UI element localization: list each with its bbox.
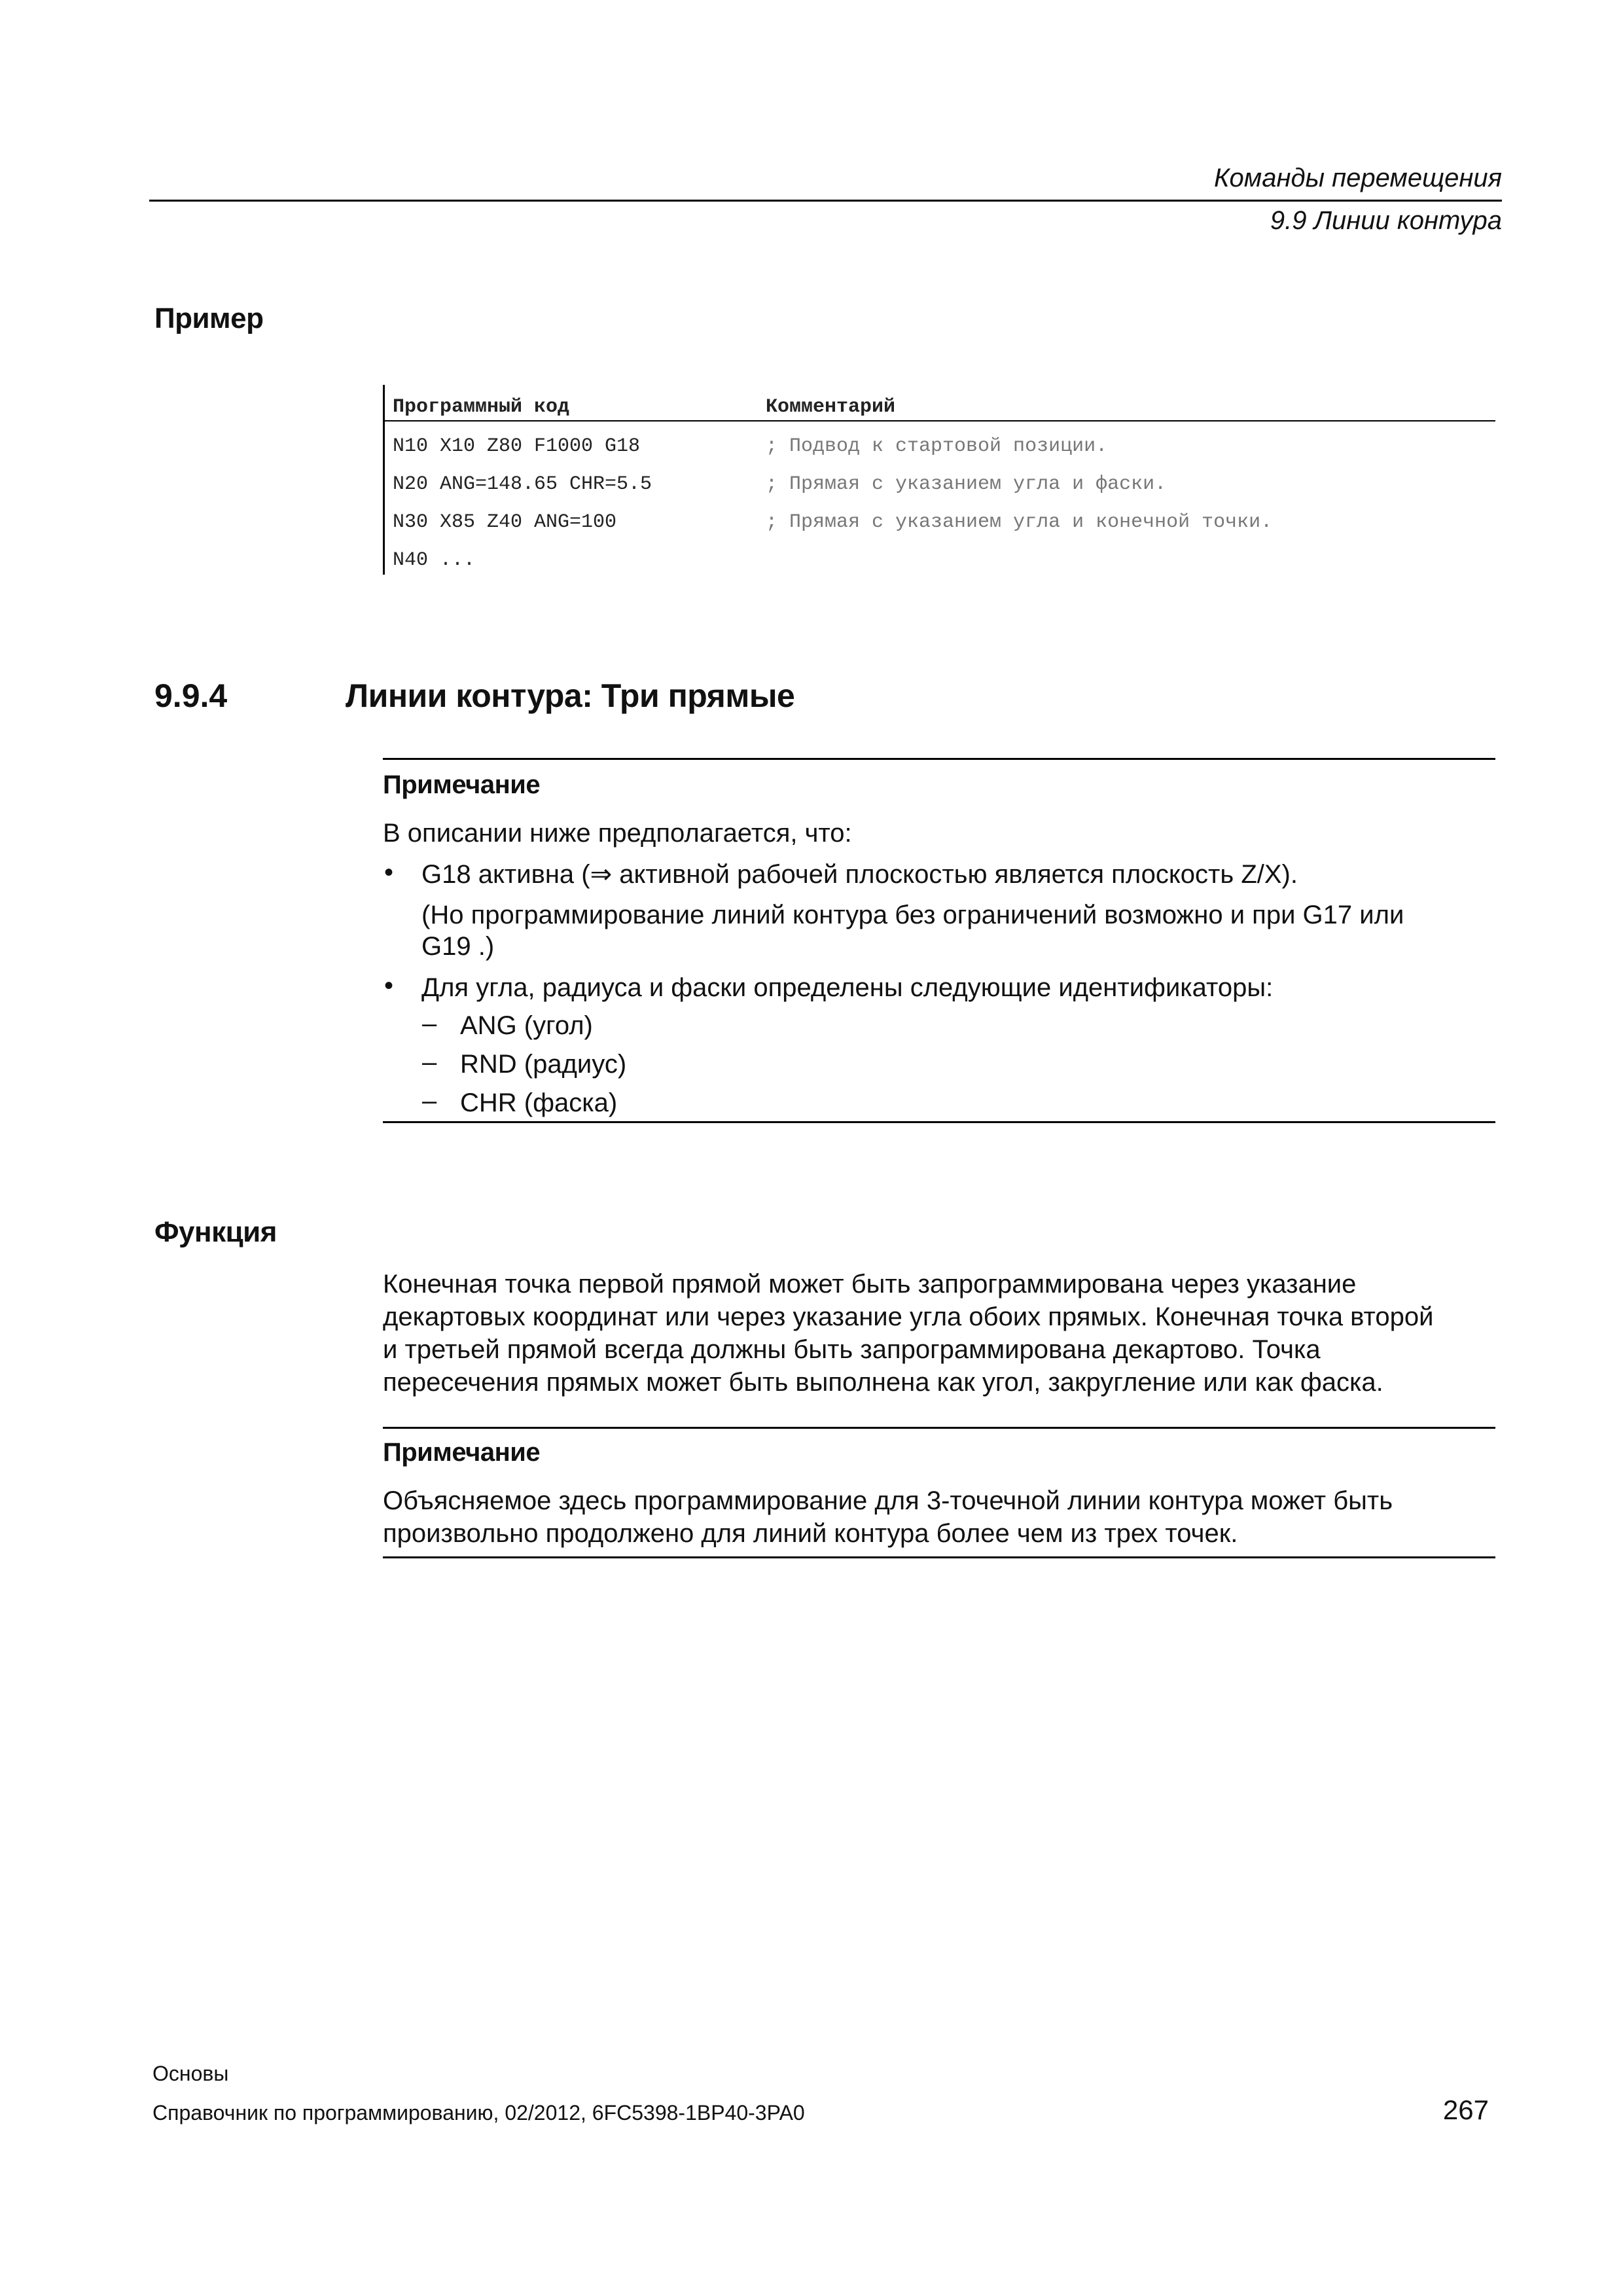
code-line: N10 X10 Z80 F1000 G18	[393, 435, 641, 457]
note-bottom-rule	[383, 1556, 1495, 1558]
paragraph-line: пересечения прямых может быть выполнена как угол, закругление или как фаска.	[383, 1368, 1383, 1397]
note-top-rule	[383, 758, 1495, 760]
code-comment: ; Прямая с указанием угла и фаски.	[766, 473, 1167, 495]
paragraph-line: Конечная точка первой прямой может быть запрограммирована через указание	[383, 1270, 1357, 1299]
paragraph-line: произвольно продолжено для линий контура более чем из трех точек.	[383, 1519, 1238, 1548]
code-line: N30 X85 Z40 ANG=100	[393, 511, 617, 533]
comment-column-header: Комментарий	[766, 396, 896, 418]
code-table-left-border	[383, 385, 385, 575]
function-heading: Функция	[154, 1216, 277, 1248]
dash-marker: –	[422, 1048, 437, 1077]
code-comment: ; Прямая с указанием угла и конечной точки.	[766, 511, 1273, 533]
bullet-continuation: (Но программирование линий контура без ограничений возможно и при G17 или	[421, 901, 1404, 929]
sub-item: ANG (угол)	[460, 1011, 593, 1040]
example-heading: Пример	[154, 302, 264, 334]
section-heading: Линии контура: Три прямые	[346, 677, 795, 714]
dash-marker: –	[422, 1009, 437, 1038]
paragraph-line: декартовых координат или через указание угла обоих прямых. Конечная точка второй	[383, 1302, 1434, 1331]
code-line: N20 ANG=148.65 CHR=5.5	[393, 473, 652, 495]
note-top-rule	[383, 1427, 1495, 1429]
code-column-header: Программный код	[393, 396, 570, 418]
paragraph-line: Объясняемое здесь программирование для 3-точечной линии контура может быть	[383, 1486, 1393, 1515]
page-number: 267	[1442, 2094, 1489, 2125]
dash-marker: –	[422, 1086, 437, 1115]
bullet-continuation: G19 .)	[421, 932, 495, 961]
paragraph-line: и третьей прямой всегда должны быть запрограммирована декартово. Точка	[383, 1335, 1321, 1364]
note-title: Примечание	[383, 1438, 541, 1467]
note-intro: В описании ниже предполагается, что:	[383, 819, 852, 848]
sub-item: RND (радиус)	[460, 1050, 627, 1079]
code-line: N40 ...	[393, 549, 476, 571]
code-comment: ; Подвод к стартовой позиции.	[766, 435, 1108, 457]
bullet-text: G18 активна (⇒ активной рабочей плоскостью является плоскость Z/X).	[421, 860, 1298, 889]
bullet-marker: •	[384, 971, 394, 1000]
sub-item: CHR (фаска)	[460, 1088, 618, 1117]
section-title-running: 9.9 Линии контура	[1270, 206, 1502, 235]
note-bottom-rule	[383, 1121, 1495, 1123]
header-rule	[149, 200, 1502, 202]
footer-manual-info: Справочник по программированию, 02/2012, 6FC5398-1BP40-3PA0	[152, 2101, 805, 2125]
note-paragraph	[383, 1484, 1499, 1550]
chapter-title: Команды перемещения	[1213, 164, 1502, 192]
note-title: Примечание	[383, 770, 541, 799]
code-table-header-rule	[385, 420, 1495, 422]
section-number: 9.9.4	[154, 677, 228, 714]
bullet-marker: •	[384, 858, 394, 887]
footer-book-title: Основы	[152, 2062, 229, 2085]
bullet-text: Для угла, радиуса и фаски определены следующие идентификаторы:	[421, 973, 1274, 1002]
function-paragraph	[383, 1268, 1499, 1399]
